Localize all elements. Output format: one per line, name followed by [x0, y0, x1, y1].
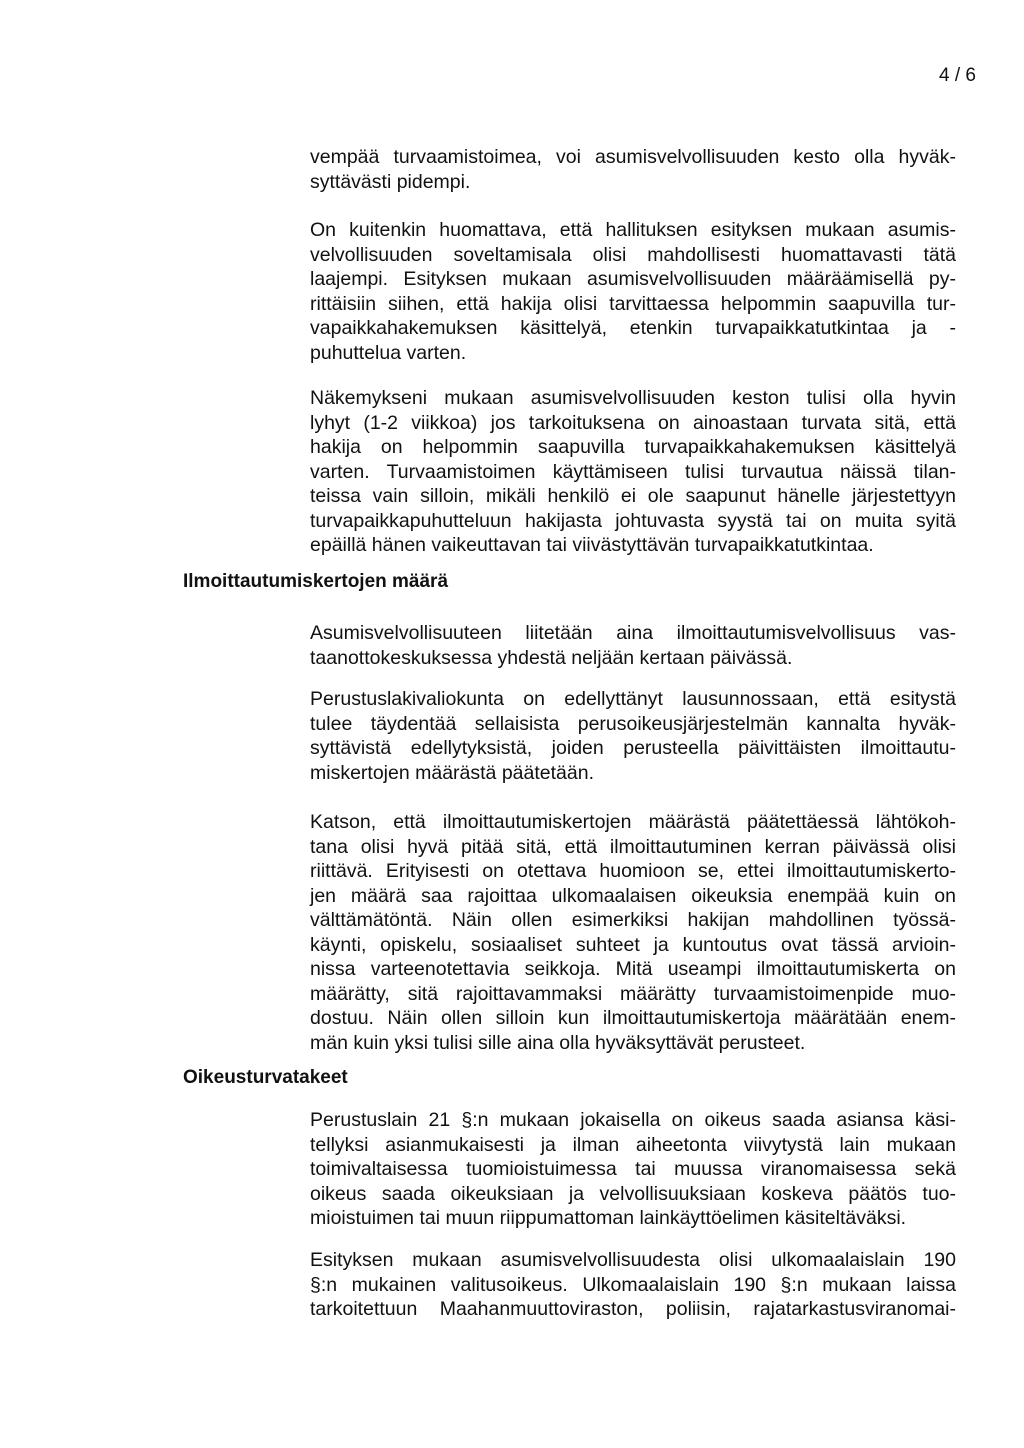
paragraph-1 [310, 145, 956, 194]
text-line: On kuitenkin huomattava, että hallituksen esityksen mukaan asumis- [310, 219, 956, 241]
text-line: mioistuimen tai muun riippumattoman lainkäyttöelimen käsiteltäväksi. [310, 1207, 907, 1229]
text-line: syttävistä edellytyksistä, joiden perusteella päivittäisten ilmoittautu- [310, 737, 956, 759]
text-line: jen määrä saa rajoittaa ulkomaalaisen oikeuksia enempää kuin on [310, 884, 956, 907]
text-line: Katson, että ilmoittautumiskertojen määrästä päätettäessä lähtökoh- [310, 811, 956, 833]
text-line: välttämätöntä. Näin ollen esimerkiksi hakijan mahdollinen työssä- [310, 909, 956, 931]
text-line: lyhyt (1-2 viikkoa) jos tarkoituksena on ainoastaan turvata sitä, että [310, 411, 956, 434]
text-line: epäillä hänen vaikeuttavan tai viivästyttävän turvapaikkatutkintaa. [310, 534, 874, 556]
text-line: Asumisvelvollisuuteen liitetään aina ilmoittautumisvelvollisuus vas- [310, 622, 956, 644]
text-line: rittäisiin siihen, että hakija olisi tarvittaessa helpommin saapuvilla tur- [310, 292, 956, 315]
paragraph-4 [310, 621, 956, 670]
text-line: laajempi. Esityksen mukaan asumisvelvollisuuden määräämisellä py- [310, 268, 956, 290]
section-heading-oikeusturvatakeet: Oikeusturvatakeet [183, 1067, 348, 1088]
text-line: nissa varteenotettavia seikkoja. Mitä useampi ilmoittautumiskerta on [310, 958, 956, 980]
text-line: syttävästi pidempi. [310, 170, 471, 193]
text-line: vapaikkahakemuksen käsittelyä, etenkin turvapaikkatutkintaa ja - [310, 317, 956, 339]
text-line: toimivaltaisessa tuomioistuimessa tai muussa viranomaisessa sekä [310, 1158, 956, 1180]
text-line: Perustuslain 21 §:n mukaan jokaisella on oikeus saada asiansa käsi- [310, 1109, 956, 1131]
text-line: turvapaikkapuhutteluun hakijasta johtuvasta syystä tai on muita syitä [310, 509, 956, 532]
text-line: teissa vain silloin, mikäli henkilö ei ole saapunut hänelle järjestettyyn [310, 485, 956, 507]
page-number: 4 / 6 [939, 65, 976, 86]
paragraph-7 [310, 1108, 956, 1231]
paragraph-3 [310, 386, 956, 558]
text-line: tellyksi asianmukaisesti ja ilman aiheetonta viivytystä lain mukaan [310, 1133, 956, 1156]
paragraph-2 [310, 218, 956, 365]
text-line: Näkemykseni mukaan asumisvelvollisuuden keston tulisi olla hyvin [310, 387, 956, 409]
text-line: vempää turvaamistoimea, voi asumisvelvollisuuden kesto olla hyväk- [310, 146, 956, 168]
text-line: oikeus saada oikeuksiaan ja velvollisuuksiaan koskeva päätös tuo- [310, 1182, 956, 1205]
text-line: tulee täydentää sellaisista perusoikeusjärjestelmän kannalta hyväk- [310, 712, 956, 735]
text-line: taanottokeskuksessa yhdestä neljään kertaan päivässä. [310, 646, 793, 669]
section-heading-ilmoittautumiskertojen-maara: Ilmoittautumiskertojen määrä [183, 571, 449, 592]
text-line: puhuttelua varten. [310, 341, 467, 364]
text-line: miskertojen määrästä päätetään. [310, 761, 594, 784]
text-line: män kuin yksi tulisi sille aina olla hyväksyttävät perusteet. [310, 1031, 806, 1054]
text-line: riittävä. Erityisesti on otettava huomioon se, ettei ilmoittautumiskerto- [310, 860, 956, 882]
paragraph-5 [310, 687, 956, 785]
text-line: dostuu. Näin ollen silloin kun ilmoittautumiskertoja määrätään enem- [310, 1007, 956, 1029]
paragraph-6 [310, 810, 956, 1055]
text-line: varten. Turvaamistoimen käyttämiseen tulisi turvautua näissä tilan- [310, 460, 956, 483]
text-line: määrätty, sitä rajoittavammaksi määrätty turvaamistoimenpide muo- [310, 982, 956, 1005]
text-line: velvollisuuden soveltamisala olisi mahdollisesti huomattavasti tätä [310, 243, 956, 266]
text-line: hakija on helpommin saapuvilla turvapaikkahakemuksen käsittelyä [310, 436, 956, 458]
paragraph-8 [310, 1248, 956, 1322]
text-line: tana olisi hyvä pitää sitä, että ilmoittautuminen kerran päivässä olisi [310, 835, 956, 858]
text-line: tarkoitettuun Maahanmuuttoviraston, poliisin, rajatarkastusviranomai- [310, 1298, 956, 1320]
text-line: Esityksen mukaan asumisvelvollisuudesta olisi ulkomaalaislain 190 [310, 1249, 956, 1271]
text-line: Perustuslakivaliokunta on edellyttänyt lausunnossaan, että esitystä [310, 688, 956, 710]
text-line: käynti, opiskelu, sosiaaliset suhteet ja kuntoutus ovat tässä arvioin- [310, 933, 956, 956]
text-line: §:n mukainen valitusoikeus. Ulkomaalaislain 190 §:n mukaan laissa [310, 1273, 956, 1296]
